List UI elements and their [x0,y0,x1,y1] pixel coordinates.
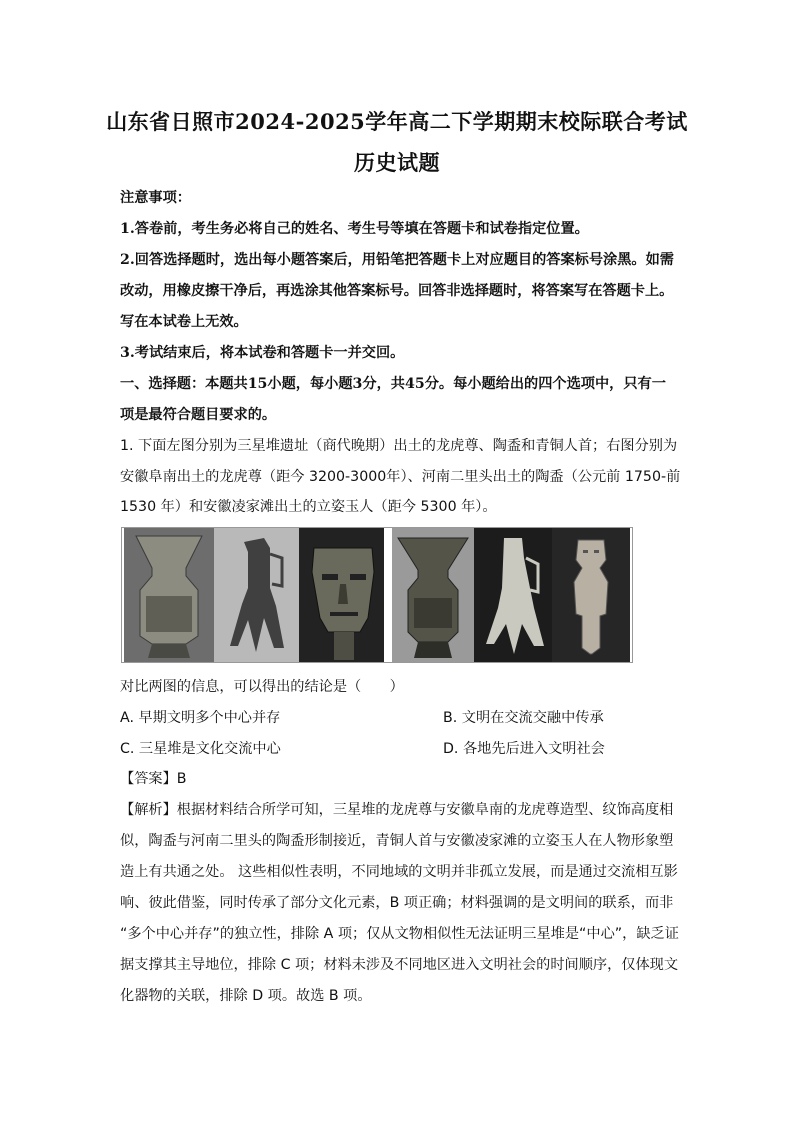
q1-analysis-line: 化器物的关联，排除 D 项。故选 B 项。 [120,988,372,1004]
q1-analysis-line: 造上有共通之处。 这些相似性表明，不同地域的文明并非孤立发展，而是通过交流相互影 [120,864,678,880]
section-heading-b: 项是最符合题目要求的。 [120,407,277,423]
q1-stem-a: 1. 下面左图分别为三星堆遗址（商代晚期）出土的龙虎尊、陶盉和青铜人首；右图分别为 [120,438,678,454]
option-b[interactable]: B. 文明在交流交融中传承 [443,710,604,726]
q1-analysis-line: “多个中心并存”的独立性，排除 A 项；仅从文物相似性无法证明三星堆是“中心”，缺乏证 [120,926,679,942]
notice-item-1: 1.答卷前，考生务必将自己的姓名、考生号等填在答题卡和试卷指定位置。 [120,221,589,237]
q1-analysis-line: 【解析】根据材料结合所学可知，三星堆的龙虎尊与安徽阜南的龙虎尊造型、纹饰高度相 [120,802,674,818]
option-d[interactable]: D. 各地先后进入文明社会 [443,741,605,757]
option-a[interactable]: A. 早期文明多个中心并存 [120,710,281,726]
exam-title: 山东省日照市2024-2025学年高二下学期期末校际联合考试 [106,109,688,134]
exam-subject-title: 历史试题 [354,150,440,175]
dragon-tiger-zun-icon [136,536,202,658]
q1-answer: 【答案】B [120,771,187,787]
q1-stem-c: 1530 年）和安徽凌家滩出土的立姿玉人（距今 5300 年）。 [120,499,497,515]
sanxingdui-artifacts-image [124,528,384,662]
q1-stem-b: 安徽阜南出土的龙虎尊（距今 3200-3000年）、河南二里头出土的陶盉（公元前 1750-前 [120,469,681,485]
option-c[interactable]: C. 三星堆是文化交流中心 [120,741,281,757]
artifact-comparison-figure [121,527,633,663]
notice-item-3: 3.考试结束后，将本试卷和答题卡一并交回。 [120,345,405,361]
q1-prompt: 对比两图的信息，可以得出的结论是（ ） [120,679,404,695]
notice-item-2c: 写在本试卷上无效。 [120,314,248,330]
comparative-artifacts-image [392,528,630,662]
q1-analysis-line: 似，陶盉与河南二里头的陶盉形制接近，青铜人首与安徽凌家滩的立姿玉人在人物形象塑 [120,833,674,849]
notice-heading: 注意事项： [120,190,191,206]
q1-analysis-line: 据支撑其主导地位，排除 C 项；材料未涉及不同地区进入文明社会的时间顺序，仅体现文 [120,957,679,973]
section-heading-a: 一、选择题：本题共15小题，每小题3分，共45分。每小题给出的四个选项中，只有一 [120,376,666,392]
notice-item-2a: 2.回答选择题时，选出每小题答案后，用铅笔把答题卡上对应题目的答案标号涂黑。如需 [120,252,674,268]
q1-analysis-line: 响、彼此借鉴，同时传承了部分文化元素，B 项正确；材料强调的是文明间的联系，而非 [120,895,674,911]
notice-item-2b: 改动，用橡皮擦干净后，再选涂其他答案标号。回答非选择题时，将答案写在答题卡上。 [120,283,674,299]
